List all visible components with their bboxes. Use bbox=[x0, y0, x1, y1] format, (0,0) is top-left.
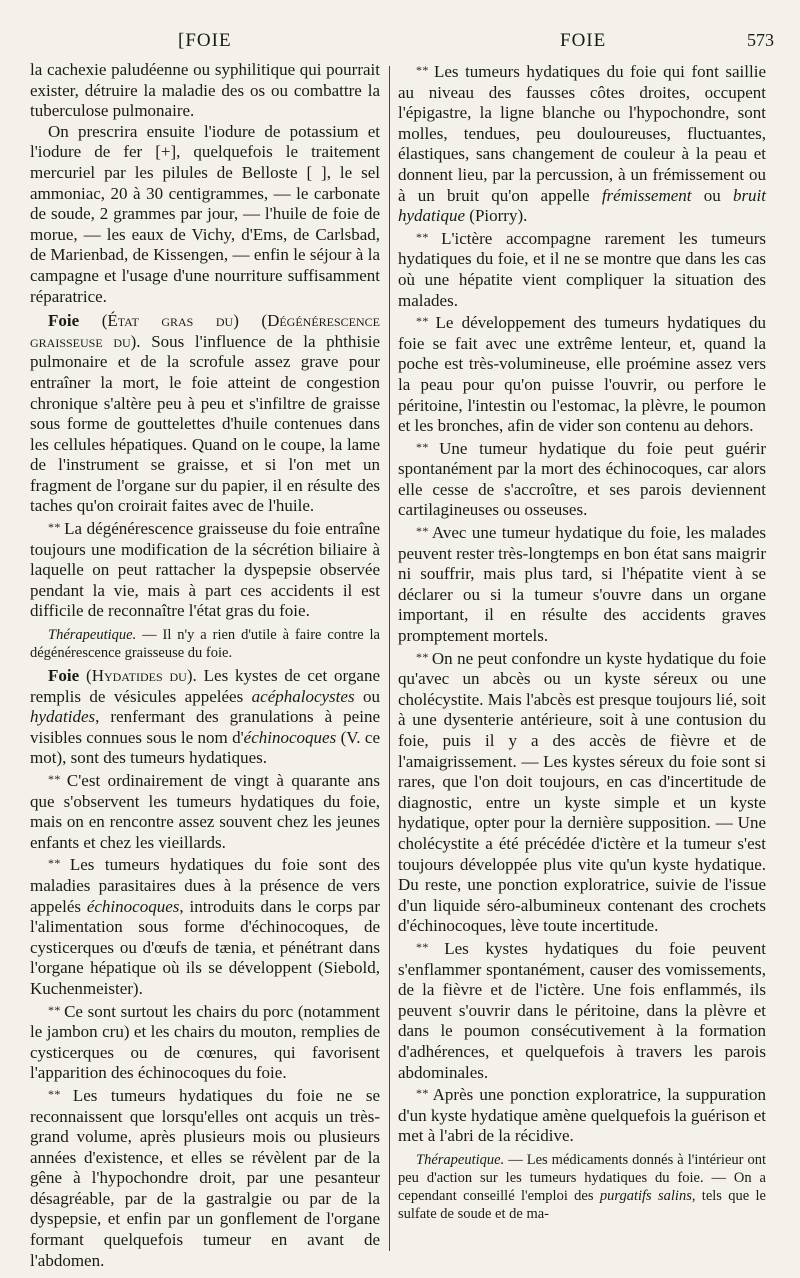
asterism-icon: * * bbox=[416, 314, 428, 329]
paragraph: * * Avec une tumeur hydatique du foie, les malades peuvent rester très-longtemps en bon état sans maigrir ni souffrir, mais plus tard, si l'hépatite vient à se déclarer ou si la tumeur s'ouvre dans un organe important, il en résulte des accidents graves promptement mortels. bbox=[398, 523, 767, 646]
asterism-icon: * * bbox=[416, 63, 428, 77]
page-number: 573 bbox=[747, 30, 774, 50]
paragraph: * * Le développement des tumeurs hydatiques du foie se fait avec une extrême lenteur, et, quand la poche est très-volumineuse, elle proémine assez vers la peau pour qu'on puisse l'ouvrir, ou perfore le péritoine, l'intestin ou l'estomac, la plèvre, le poumon et les bronches, afin de vider son contenu au dehors. bbox=[398, 313, 766, 436]
paragraph: * * L'ictère accompagne rarement les tumeurs hydatiques du foie, et il ne se montre que dans les cas où une hépatite vient compliquer la situation des malades. bbox=[398, 228, 767, 310]
therapy-label: Thérapeutique. bbox=[416, 1151, 505, 1168]
paragraph: * * Les tumeurs hydatiques du foie ne se reconnaissent que lorsqu'elles ont acquis un très-grand volume, après plusieurs mois ou plusieurs années d'existence, et elles se révèlent par de la gêne à l'hypochondre droit, par une pesanteur désagréable, par de la gastralgie ou par de la dyspepsie, et enfin par un gonflement de l'organe formant quelquefois tumeur en avant de l'abdomen. bbox=[30, 1085, 381, 1270]
asterism-icon: * * bbox=[416, 649, 428, 664]
entry-title: (Hydatides du). bbox=[86, 666, 197, 686]
paragraph: * * On ne peut confondre un kyste hydatique du foie qu'avec un abcès ou un kyste séreux ou une cholécystite. Mais l'abcès est presque toujours lié, soit à une dysenterie antérieure, soit à une contusion du foie, puis il y a des accès de fièvre et de l'amaigrissement. — Les kystes séreux du foie sont si rares, que l'on doit toujours, en cas d'incertitude de diagnostic, entre un kyste simple et un kyste hydatique, opter pour la dernière supposition. — Une cholécystite a été précédée d'ictère et la tumeur s'est toujours développée plus vite qu'un kyste hydatique. Du reste, une ponction exploratrice, suivie de l'issue d'un liquide séro-albumineux contenant des crochets d'échinocoques, lève toute incertitude. bbox=[398, 648, 767, 936]
left-column bbox=[30, 60, 380, 1271]
asterism-icon: * * bbox=[416, 524, 428, 539]
asterism-icon: * * bbox=[416, 229, 428, 244]
entry-headword: Foie bbox=[48, 666, 80, 686]
left-running-head: [FOIE bbox=[178, 30, 232, 51]
entry-headword: Foie bbox=[48, 311, 80, 331]
entry-etat-gras bbox=[30, 311, 380, 517]
asterism-icon: * * bbox=[416, 439, 428, 454]
paragraph: * * Les tumeurs hydatiques du foie sont des maladies parasitaires dues à la présence de vers appelés échinocoques, introduits dans le corps par l'alimentation sous forme d'échinocoques, de cysticerques ou d'œufs de tænia, et pénétrant dans l'organe hépatique où ils se développent (Siebold, Kuchenmeister). bbox=[30, 855, 381, 998]
entry-hydatides: Foie (Hydatides du). Les kystes de cet organe remplis de vésicules appelées acéphalocystes ou hydatides, renfermant des granulations à peine visibles connues sous le nom d'échinocoques (V. ce mot), sont des tumeurs hydatiques. bbox=[30, 666, 381, 768]
asterism-icon: * * bbox=[48, 1002, 60, 1017]
therapy-label: Thérapeutique. bbox=[48, 627, 137, 644]
asterism-icon: * * bbox=[416, 1086, 428, 1101]
column-divider bbox=[389, 66, 390, 1251]
asterism-icon: * * bbox=[48, 772, 60, 786]
asterism-icon: * * bbox=[48, 856, 60, 871]
therapy-note: Thérapeutique. — Les médicaments donnés à l'intérieur ont peu d'action sur les tumeurs hydatiques du foie. — On a cependant conseillé l'emploi des purgatifs salins, tels que le sulfate de soude et de ma- bbox=[398, 1151, 766, 1222]
asterism-icon: * * bbox=[48, 520, 60, 535]
paragraph: * * Ce sont surtout les chairs du porc (notamment le jambon cru) et les chairs du mouton, remplies de cysticerques ou de cœnures, qui favorisent l'apparition des échinocoques du foie. bbox=[30, 1001, 380, 1083]
running-header bbox=[0, 30, 800, 56]
paragraph: * * La dégénérescence graisseuse du foie entraîne toujours une modification de la sécrétion biliaire à laquelle on peut rattacher la dyspepsie observée pendant la vie, mais à part ces accidents il est difficile de reconnaître l'état gras du foie. bbox=[30, 519, 380, 621]
paragraph: * * Les kystes hydatiques du foie peuvent s'enflammer spontanément, causer des vomissements, de la fièvre et de l'ictère. Une fois enflammés, ils peuvent s'ouvrir dans le péritoine, dans la plèvre et dans le poumon consécutivement à la formation d'adhérences, et quelquefois à travers les parois abdominales. bbox=[398, 938, 766, 1082]
therapy-note: Thérapeutique. — Il n'y a rien d'utile à faire contre la dégénérescence graisseuse du foie. bbox=[30, 627, 380, 662]
asterism-icon: * * bbox=[48, 1086, 60, 1101]
right-running-head: FOIE bbox=[560, 30, 607, 51]
right-column bbox=[398, 60, 766, 1223]
paragraph: * * Une tumeur hydatique du foie peut guérir spontanément par la mort des échinocoques, car alors elle cesse de s'accroître, et ses parois deviennent cartilagineuses ou osseuses. bbox=[398, 438, 766, 520]
entry-title: (État gras du) (Dégénérescence graisseuse du). bbox=[30, 311, 381, 351]
paragraph: * * C'est ordinairement de vingt à quarante ans que s'observent les tumeurs hydatiques du foie, mais on en rencontre assez souvent chez les jeunes enfants et chez les vieillards. bbox=[30, 771, 381, 852]
paragraph: la cachexie paludéenne ou syphilitique qui pourrait exister, détruire la maladie des os ou combattre la tuberculose pulmonaire. bbox=[30, 60, 380, 121]
asterism-icon: * * bbox=[416, 939, 428, 954]
paragraph: On prescrira ensuite l'iodure de potassium et l'iodure de fer [+], quelquefois le traitement mercuriel par les pilules de Belloste [ ], le sel ammoniac, 20 à 30 centigrammes, — le carbonate de soude, 2 grammes par jour, — l'huile de foie de morue, — les eaux de Vichy, d'Ems, de Carlsbad, de Marienbad, de Kissengen, — enfin le séjour à la campagne et l'usage d'une nourriture suffisamment réparatrice. bbox=[30, 121, 380, 306]
entry-body: Sous l'influence de la phthisie pulmonaire et de la scrofule assez grave pour entraîner la mort, le foie atteint de congestion chronique s'altère peu à peu et s'infiltre de graisse sous forme de gouttelettes d'huile contenues dans les cellules hépatiques. Quand on le coupe, la lame de l'instrument se graisse, et si l'on met un fragment de l'organe sur du papier, il en résulte des taches qu'on croirait faites avec de l'huile. bbox=[30, 331, 380, 516]
paragraph: * * Les tumeurs hydatiques du foie qui font saillie au niveau des fausses côtes droites, occupent l'épigastre, la ligne blanche ou l'hypochondre, sont molles, tendues, peu douloureuses, fluctuantes, élastiques, sans changement de couleur à la peau et donnent lieu, par la percussion, à un frémissement ou à un bruit qu'on appelle frémissement ou bruit hydatique (Piorry). bbox=[398, 62, 766, 226]
paragraph: * * Après une ponction exploratrice, la suppuration d'un kyste hydatique amène quelquefois la guérison et met à l'abri de la récidive. bbox=[398, 1085, 766, 1146]
